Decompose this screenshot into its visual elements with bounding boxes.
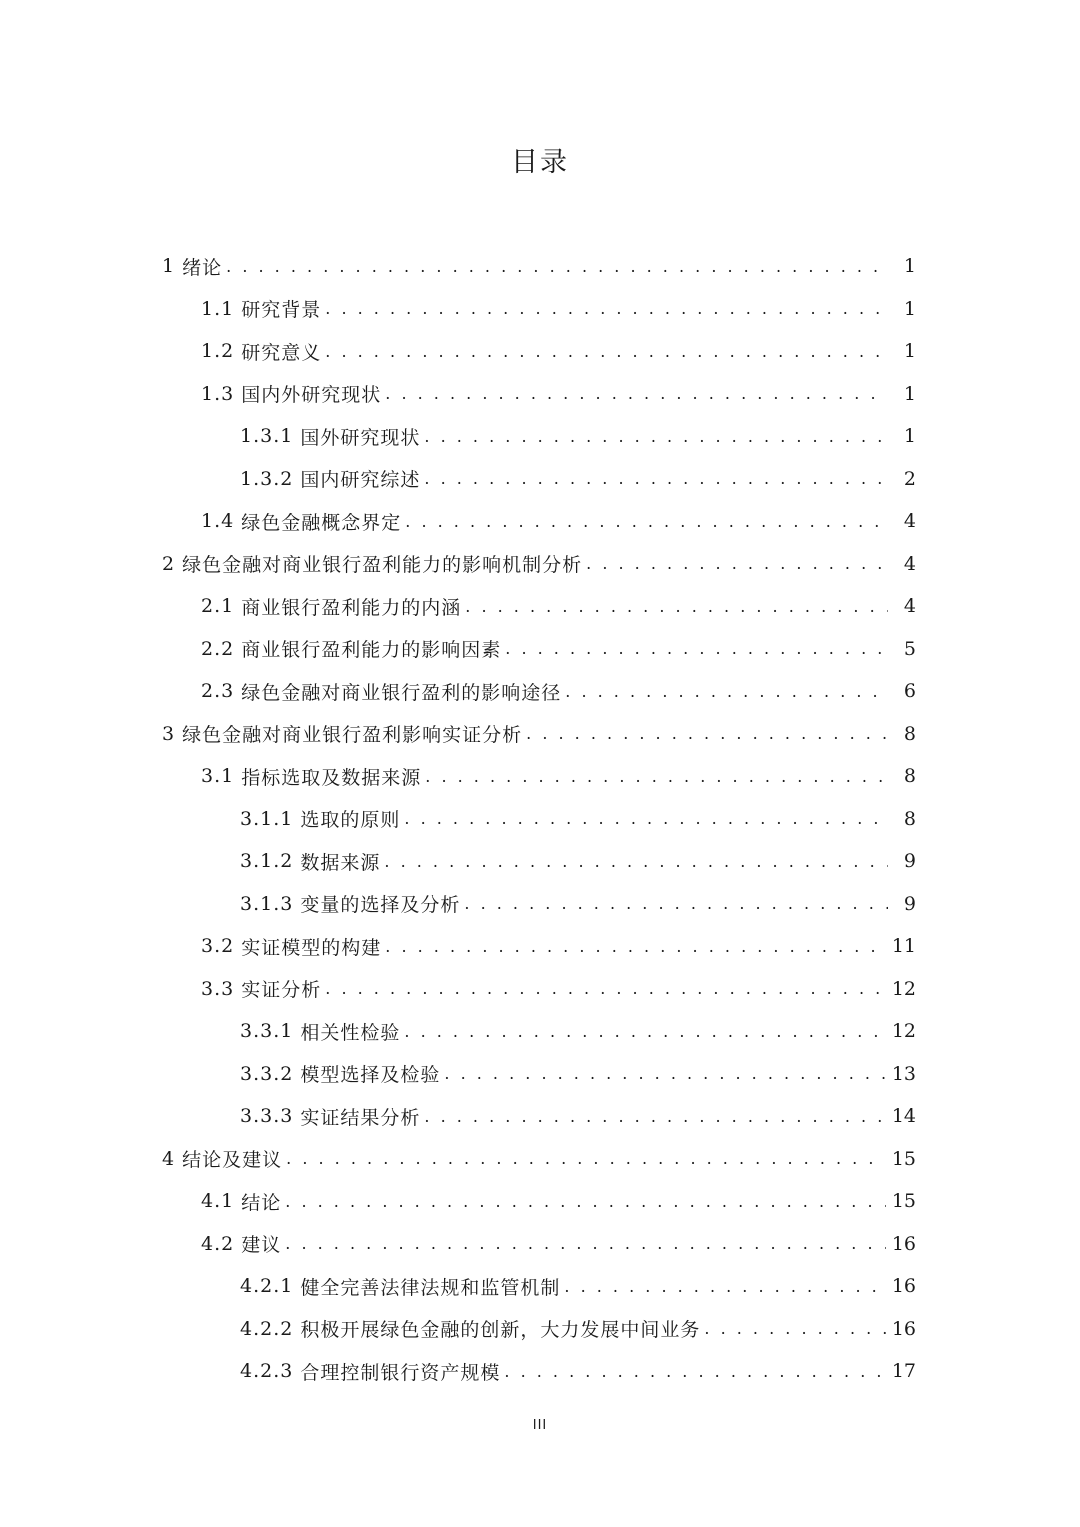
- toc-leader-dots: [425, 767, 888, 786]
- toc-entry-number: 3.3: [201, 977, 242, 1000]
- toc-leader-dots: [385, 937, 886, 956]
- toc-entry-page: 11: [891, 935, 916, 958]
- toc-entry-page: 13: [891, 1062, 916, 1085]
- toc-entry-number: 1.2: [201, 340, 242, 363]
- toc-entry[interactable]: [0, 925, 916, 968]
- toc-entry-page: 9: [903, 850, 916, 873]
- toc-entry-text: 结论: [241, 1191, 282, 1214]
- toc-entry-page: 1: [903, 340, 916, 363]
- toc-leader-dots: [424, 469, 888, 488]
- toc-entry-number: 4.2.2: [240, 1317, 301, 1340]
- toc-entry-text: 研究意义: [241, 341, 322, 364]
- toc-entry-page: 4: [903, 595, 916, 618]
- toc-entry[interactable]: [0, 798, 916, 841]
- toc-leader-dots: [405, 512, 888, 531]
- toc-entry[interactable]: [0, 883, 916, 926]
- toc-title: 目录: [511, 147, 569, 178]
- toc-entry-page: 12: [891, 1020, 916, 1043]
- toc-entry-number: 3.1: [201, 765, 242, 788]
- toc-leader-dots: [444, 1064, 885, 1083]
- toc-entry[interactable]: [0, 1308, 916, 1351]
- toc-leader-dots: [226, 257, 888, 276]
- toc-entry-number: 3: [162, 722, 183, 745]
- toc-entry-text: 绿色金融对商业银行盈利影响实证分析: [182, 724, 523, 747]
- toc-leader-dots: [384, 852, 888, 871]
- toc-entry[interactable]: [0, 713, 916, 756]
- toc-entry-number: 3.1.2: [240, 850, 301, 873]
- toc-entry[interactable]: [0, 330, 916, 373]
- toc-entry-number: 3.3.3: [240, 1105, 301, 1128]
- toc-entry-page: 1: [903, 425, 916, 448]
- toc-entry-page: 6: [903, 680, 916, 703]
- toc-entry[interactable]: [0, 755, 916, 798]
- toc-entry[interactable]: [0, 1053, 916, 1096]
- toc-entry-number: 1.3.2: [240, 467, 301, 490]
- toc-entry-page: 8: [903, 807, 916, 830]
- toc-entry-text: 指标选取及数据来源: [241, 766, 422, 789]
- toc-entry[interactable]: [0, 458, 916, 501]
- toc-entry-text: 相关性检验: [300, 1021, 401, 1044]
- toc-entry-number: 3.3.2: [240, 1062, 301, 1085]
- toc-leader-dots: [285, 1234, 886, 1253]
- toc-entry-number: 2: [162, 552, 183, 575]
- toc-entry-number: 2.2: [201, 637, 242, 660]
- toc-entry-number: 2.1: [201, 595, 242, 618]
- toc-entry-number: 3.1.3: [240, 892, 301, 915]
- toc-entry-number: 1.1: [201, 297, 242, 320]
- toc-entry-page: 5: [903, 637, 916, 660]
- toc-entry-text: 国内外研究现状: [241, 384, 382, 407]
- toc-entry[interactable]: [0, 288, 916, 331]
- toc-leader-dots: [564, 1277, 885, 1296]
- toc-leader-dots: [404, 809, 888, 828]
- toc-entry-page: 14: [891, 1105, 916, 1128]
- toc-entry[interactable]: [0, 840, 916, 883]
- toc-entry[interactable]: [0, 1265, 916, 1308]
- toc-entry-number: 4.2.3: [240, 1360, 301, 1383]
- toc-entry[interactable]: [0, 1095, 916, 1138]
- toc-leader-dots: [325, 299, 888, 318]
- toc-entry-page: 17: [891, 1360, 916, 1383]
- toc-entry-page: 16: [891, 1275, 916, 1298]
- toc-leader-dots: [325, 342, 888, 361]
- toc-entry-page: 16: [891, 1232, 916, 1255]
- toc-leader-dots: [464, 894, 888, 913]
- toc-entry[interactable]: [0, 373, 916, 416]
- toc-entry-text: 建议: [241, 1234, 282, 1257]
- toc-entry[interactable]: [0, 1010, 916, 1053]
- toc-entry-text: 合理控制银行资产规模: [300, 1361, 501, 1384]
- toc-entry-page: 15: [891, 1147, 916, 1170]
- toc-entry[interactable]: [0, 1223, 916, 1266]
- toc-entry-number: 3.3.1: [240, 1020, 301, 1043]
- toc-entry[interactable]: [0, 968, 916, 1011]
- toc-entry-page: 4: [903, 510, 916, 533]
- toc-leader-dots: [586, 554, 888, 573]
- toc-entry-page: 1: [903, 382, 916, 405]
- toc-leader-dots: [704, 1319, 885, 1338]
- toc-entry-number: 1.3: [201, 382, 242, 405]
- toc-entry-number: 3.1.1: [240, 807, 301, 830]
- toc-entry-text: 实证结果分析: [300, 1106, 421, 1129]
- toc-entry-text: 选取的原则: [300, 809, 401, 832]
- toc-entry-text: 绿色金融概念界定: [241, 511, 402, 534]
- toc-leader-dots: [424, 427, 888, 446]
- toc-entry-number: 4.2.1: [240, 1275, 301, 1298]
- toc-entry[interactable]: [0, 245, 916, 288]
- toc-entry-page: 8: [903, 765, 916, 788]
- toc-leader-dots: [565, 682, 888, 701]
- page-number-footer: III: [532, 1418, 548, 1433]
- toc-entry-text: 国内研究综述: [300, 469, 421, 492]
- toc-entry[interactable]: [0, 500, 916, 543]
- toc-entry-text: 结论及建议: [182, 1149, 283, 1172]
- toc-entry-page: 4: [903, 552, 916, 575]
- toc-leader-dots: [285, 1192, 886, 1211]
- toc-entry-page: 8: [903, 722, 916, 745]
- toc-leader-dots: [286, 1149, 886, 1168]
- toc-list: [0, 245, 1080, 1393]
- toc-entry[interactable]: [0, 415, 916, 458]
- toc-entry[interactable]: [0, 628, 916, 671]
- toc-entry-text: 数据来源: [300, 851, 381, 874]
- toc-leader-dots: [465, 597, 888, 616]
- toc-entry-text: 实证模型的构建: [241, 936, 382, 959]
- toc-entry-number: 1.4: [201, 510, 242, 533]
- toc-leader-dots: [424, 1107, 885, 1126]
- toc-entry-text: 绪论: [182, 256, 223, 279]
- toc-entry-page: 9: [903, 892, 916, 915]
- toc-entry-text: 商业银行盈利能力的内涵: [241, 596, 462, 619]
- toc-entry-number: 3.2: [201, 935, 242, 958]
- toc-entry-number: 4.2: [201, 1232, 242, 1255]
- toc-entry-text: 模型选择及检验: [300, 1064, 441, 1087]
- toc-entry-number: 1.3.1: [240, 425, 301, 448]
- toc-entry-text: 变量的选择及分析: [300, 894, 461, 917]
- toc-leader-dots: [385, 384, 888, 403]
- toc-entry[interactable]: [0, 1138, 916, 1181]
- toc-leader-dots: [404, 1022, 885, 1041]
- toc-entry-page: 15: [891, 1190, 916, 1213]
- toc-entry-page: 12: [891, 977, 916, 1000]
- toc-entry-text: 商业银行盈利能力的影响因素: [241, 639, 502, 662]
- toc-entry-text: 实证分析: [241, 979, 322, 1002]
- toc-entry-number: 4: [162, 1147, 183, 1170]
- toc-entry-text: 研究背景: [241, 299, 322, 322]
- toc-entry-text: 绿色金融对商业银行盈利能力的影响机制分析: [182, 554, 583, 577]
- toc-entry-page: 16: [891, 1317, 916, 1340]
- toc-entry[interactable]: [0, 1350, 916, 1393]
- toc-entry-page: 2: [903, 467, 916, 490]
- toc-entry-number: 4.1: [201, 1190, 242, 1213]
- toc-entry-text: 积极开展绿色金融的创新，大力发展中间业务: [300, 1319, 701, 1342]
- toc-entry[interactable]: [0, 670, 916, 713]
- toc-entry-page: 1: [903, 297, 916, 320]
- toc-entry-page: 1: [903, 255, 916, 278]
- toc-entry-number: 2.3: [201, 680, 242, 703]
- toc-entry[interactable]: [0, 585, 916, 628]
- toc-entry-text: 国外研究现状: [300, 426, 421, 449]
- toc-entry-text: 绿色金融对商业银行盈利的影响途径: [241, 681, 562, 704]
- toc-leader-dots: [526, 724, 888, 743]
- toc-entry-number: 1: [162, 255, 183, 278]
- toc-leader-dots: [505, 639, 888, 658]
- toc-entry-text: 健全完善法律法规和监管机制: [300, 1276, 561, 1299]
- toc-entry[interactable]: [0, 543, 916, 586]
- toc-leader-dots: [504, 1362, 885, 1381]
- toc-leader-dots: [325, 979, 886, 998]
- toc-entry[interactable]: [0, 1180, 916, 1223]
